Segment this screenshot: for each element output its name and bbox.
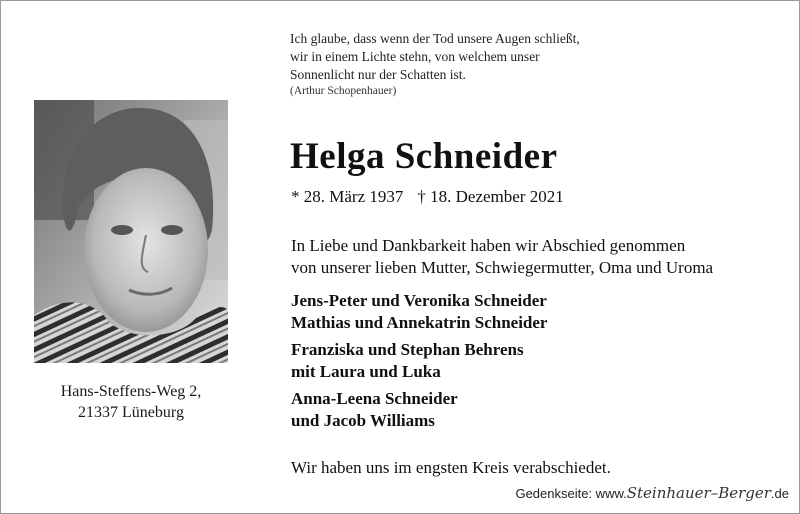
quote-author: (Arthur Schopenhauer)	[290, 85, 397, 97]
death-date: † 18. Dezember 2021	[417, 187, 564, 206]
quote-line: wir in einem Lichte stehn, von welchem unser	[290, 49, 540, 64]
memorial-website-link[interactable]	[515, 484, 789, 502]
mourner-group	[291, 388, 547, 432]
life-dates	[291, 187, 564, 207]
website-prefix: Gedenkseite: www.	[515, 486, 627, 501]
website-brand: Steinhauer–Berger	[626, 484, 771, 502]
address-city: 21337 Lüneburg	[78, 404, 184, 421]
quote-line: Sonnenlicht nur der Schatten ist.	[290, 67, 466, 82]
mourners-list	[291, 290, 547, 437]
address-street: Hans-Steffens-Weg 2,	[60, 383, 202, 400]
closing-note: Wir haben uns im engsten Kreis verabschiedet.	[291, 458, 611, 477]
mourner-line: und Jacob Williams	[291, 411, 435, 430]
portrait-image	[34, 100, 228, 363]
mourner-line: Jens-Peter und Veronika Schneider	[291, 291, 547, 310]
deceased-name: Helga Schneider	[290, 136, 558, 177]
farewell-line: In Liebe und Dankbarkeit haben wir Abschied genommen	[291, 236, 686, 255]
address-block	[34, 381, 228, 423]
portrait-photo	[34, 100, 228, 363]
farewell-text	[291, 235, 713, 279]
mourner-line: Anna-Leena Schneider	[291, 389, 458, 408]
mourner-group	[291, 339, 547, 383]
birth-date: * 28. März 1937	[291, 187, 404, 206]
mourner-line: Mathias und Annekatrin Schneider	[291, 313, 548, 332]
mourner-line: Franziska und Stephan Behrens	[291, 340, 524, 359]
mourner-group	[291, 290, 547, 334]
quote-line: Ich glaube, dass wenn der Tod unsere Augen schließt,	[290, 31, 580, 46]
website-suffix: .de	[770, 486, 789, 501]
quote-block	[290, 30, 580, 99]
farewell-line: von unserer lieben Mutter, Schwiegermutter, Oma und Uroma	[291, 258, 714, 277]
mourner-line: mit Laura und Luka	[291, 362, 441, 381]
